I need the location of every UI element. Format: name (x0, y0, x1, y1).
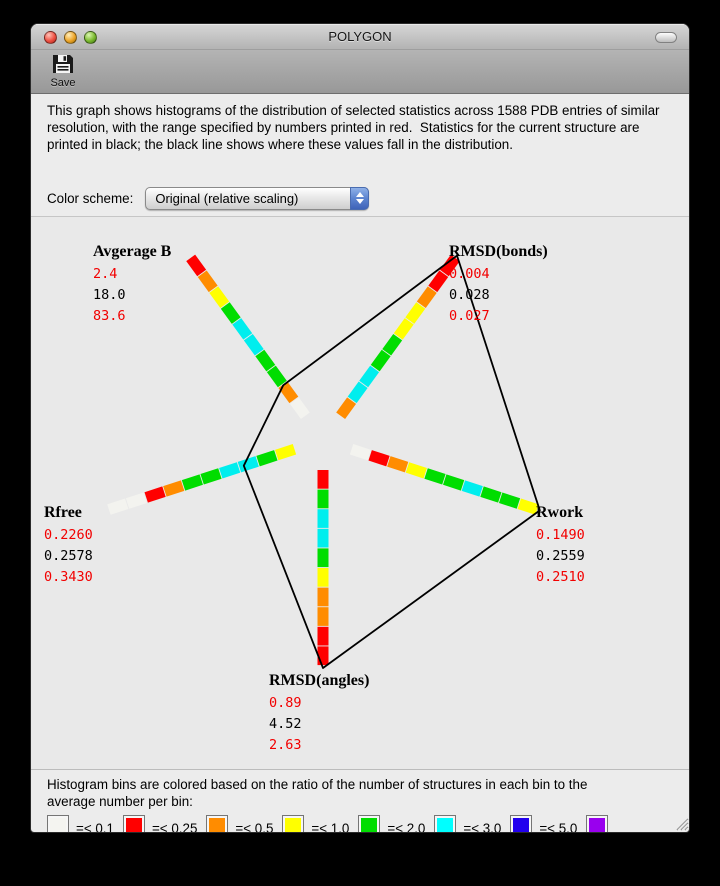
histogram-bin (318, 470, 329, 489)
histogram-bin (350, 444, 371, 460)
legend-swatch-blue (510, 815, 532, 833)
histogram-spoke (186, 255, 310, 419)
histogram-bin (198, 271, 218, 293)
histogram-spoke (107, 444, 296, 515)
axis-max-value: 0.027 (449, 308, 490, 324)
histogram-bin (318, 607, 329, 626)
color-scheme-select[interactable] (145, 187, 369, 210)
histogram-bin (275, 444, 296, 460)
histogram-bin (387, 456, 408, 472)
axis-current-value: 0.028 (449, 287, 490, 303)
histogram-bin (163, 480, 184, 496)
popup-stepper-icon (350, 187, 369, 210)
histogram-bin (406, 462, 427, 478)
histogram-bin (443, 474, 464, 490)
legend-label: =< 1.0 (311, 820, 350, 833)
window-title: POLYGON (328, 29, 392, 44)
histogram-bin (348, 382, 368, 404)
legend-item-purple (586, 815, 608, 833)
histogram-bin (318, 490, 329, 509)
histogram-bin (359, 366, 379, 388)
description-text: This graph shows histograms of the distribution of selected statistics across 1588 PDB entries of similar resolution, with the range specified by numbers printed in red. Statistics for the current structure are printed in black; the black line shows where these values fall in the distribution. (47, 103, 660, 152)
axis-min-value: 0.89 (269, 695, 302, 711)
legend-swatch-red (123, 815, 145, 833)
histogram-bin (424, 468, 445, 484)
histogram-bin (371, 350, 391, 372)
legend-item-orange (206, 815, 273, 833)
legend-label: =< 0.25 (151, 820, 198, 833)
histogram-bin (186, 255, 206, 277)
histogram-bin (336, 397, 356, 419)
polygon-window (30, 23, 690, 833)
legend-item-white (47, 815, 114, 833)
resize-grip[interactable] (673, 815, 689, 831)
legend-label: =< 5.0 (539, 820, 578, 833)
legend-label: =< 3.0 (463, 820, 502, 833)
histogram-bin (238, 456, 259, 472)
legend-item-green (358, 815, 425, 833)
histogram-bin (209, 286, 229, 308)
legend-label: =< 0.5 (235, 820, 274, 833)
legend-label: =< 0.1 (76, 820, 114, 833)
legend-label: =< 2.0 (387, 820, 426, 833)
arrow-up-icon (356, 192, 364, 197)
histogram-bin (144, 486, 165, 502)
legend-item-cyan (434, 815, 501, 833)
histogram-bin (480, 486, 501, 502)
axis-current-value: 0.2559 (536, 548, 585, 564)
save-button[interactable] (43, 53, 83, 92)
histogram-bin (318, 529, 329, 548)
color-scheme-selected-value: Original (relative scaling) (155, 190, 299, 206)
histogram-bin (221, 302, 241, 324)
legend-item-red (123, 815, 197, 833)
axis-max-value: 0.3430 (44, 569, 93, 585)
histogram-bin (256, 450, 277, 466)
axis-label-rmsd-angles (269, 672, 369, 756)
axis-name: Rfree (44, 504, 82, 521)
axis-min-value: 0.004 (449, 266, 490, 282)
histogram-spoke (318, 470, 329, 665)
histogram-bin (499, 492, 520, 508)
legend-swatch-green (358, 815, 380, 833)
histogram-bin (394, 318, 414, 340)
histogram-bin (382, 334, 402, 356)
axis-current-value: 18.0 (93, 287, 126, 303)
color-scheme-label: Color scheme: (47, 190, 134, 206)
histogram-spoke (336, 255, 460, 419)
axis-current-value: 0.2578 (44, 548, 93, 564)
toolbar (31, 50, 689, 94)
legend-swatch-purple (586, 815, 608, 833)
histogram-bin (255, 350, 275, 372)
histogram-bin (417, 286, 437, 308)
arrow-down-icon (356, 199, 364, 204)
axis-label-average-b (93, 243, 171, 327)
legend-row (47, 815, 617, 833)
histogram-bin (368, 450, 389, 466)
legend-panel (31, 771, 690, 833)
axis-max-value: 83.6 (93, 308, 126, 324)
legend-swatch-cyan (434, 815, 456, 833)
histogram-bin (290, 397, 310, 419)
histogram-spoke (350, 444, 539, 515)
histogram-bin (318, 588, 329, 607)
toolbar-toggle-button[interactable] (655, 32, 677, 43)
axis-current-value: 4.52 (269, 716, 302, 732)
axis-min-value: 0.1490 (536, 527, 585, 543)
axis-name: Rwork (536, 504, 584, 521)
titlebar[interactable] (31, 24, 689, 50)
axis-max-value: 0.2510 (536, 569, 585, 585)
histogram-bin (318, 509, 329, 528)
axis-max-value: 2.63 (269, 737, 302, 753)
save-button-label: Save (50, 77, 76, 89)
histogram-bin (126, 492, 147, 508)
legend-swatch-white (47, 815, 69, 833)
legend-item-yellow (282, 815, 349, 833)
histogram-bin (462, 480, 483, 496)
histogram-bin (405, 302, 425, 324)
radar-plot (31, 216, 690, 770)
axis-label-rmsd-bonds (449, 243, 548, 327)
axis-name: Avgerage B (93, 243, 172, 260)
histogram-bin (318, 548, 329, 567)
color-scheme-row (47, 186, 369, 210)
histogram-bin (182, 474, 203, 490)
floppy-disk-icon (51, 53, 75, 75)
legend-description: Histogram bins are colored based on the ratio of the number of structures in each bin to the average number per bin: (47, 777, 588, 809)
histogram-bin (244, 334, 264, 356)
histogram-bin (318, 568, 329, 587)
axis-min-value: 2.4 (93, 266, 118, 282)
legend-item-blue (510, 815, 577, 833)
histogram-bin (107, 499, 128, 515)
axis-min-value: 0.2260 (44, 527, 93, 543)
legend-swatch-orange (206, 815, 228, 833)
axis-label-rfree (44, 504, 93, 588)
histogram-bin (278, 382, 298, 404)
axis-name: RMSD(bonds) (449, 243, 548, 260)
axis-label-rwork (536, 504, 585, 588)
histogram-bin (232, 318, 252, 340)
legend-swatch-yellow (282, 815, 304, 833)
histogram-bin (200, 468, 221, 484)
histogram-bin (219, 462, 240, 478)
axis-name: RMSD(angles) (269, 672, 370, 689)
histogram-bin (318, 627, 329, 646)
